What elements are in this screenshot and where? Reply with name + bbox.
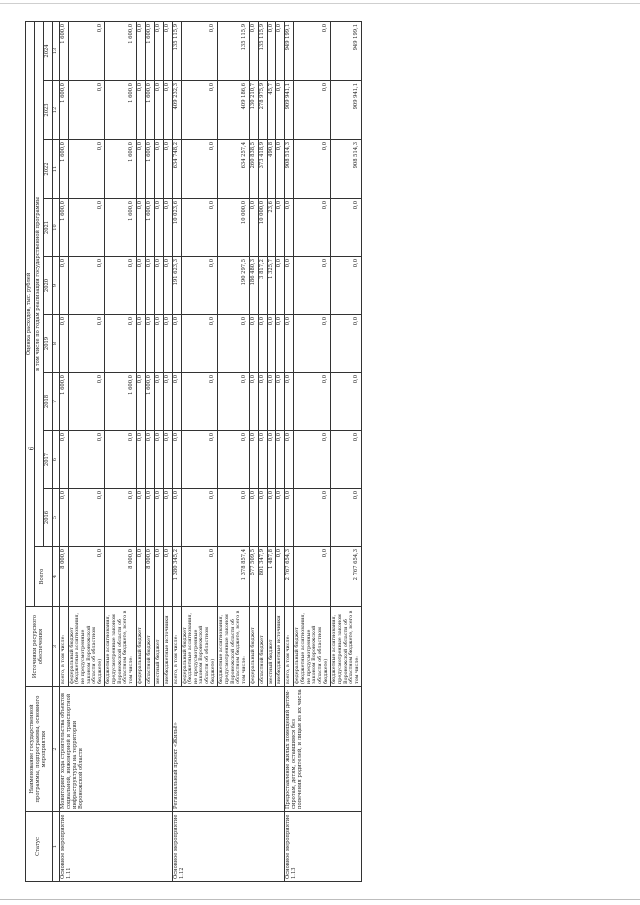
row-source: всего, в том числе: xyxy=(172,607,181,687)
cell-year-value: 0,0 xyxy=(218,431,249,489)
cell-total: 0,0 xyxy=(154,547,163,607)
cell-year-value: 0,0 xyxy=(68,373,105,431)
row-measure-name: Предоставление жилых помещений детям-сиротам, детям, оставшимся без попечения родителей, и лицам из их числа xyxy=(285,687,362,812)
cell-year-value: 0,0 xyxy=(285,199,294,257)
cell-year-value: 0,0 xyxy=(285,489,294,547)
cell-year-value: 0,0 xyxy=(163,489,172,547)
cell-year-value: 0,0 xyxy=(181,140,218,199)
cell-year-value: 0,0 xyxy=(249,21,258,80)
cell-year-value: 1 600,0 xyxy=(59,373,68,431)
row-source: федеральный бюджет xyxy=(249,607,258,687)
cell-year-value: 0,0 xyxy=(258,373,267,431)
cell-year-value: 409 232,3 xyxy=(172,81,181,140)
cell-year-value: 0,0 xyxy=(154,257,163,315)
cell-total: 8 000,0 xyxy=(145,547,154,607)
cell-year-value: 0,0 xyxy=(154,489,163,547)
cell-year-value: 0,0 xyxy=(249,489,258,547)
cell-year-value: 0,0 xyxy=(267,431,276,489)
cell-year-value: 0,0 xyxy=(136,257,145,315)
cell-year-value: 135 115,9 xyxy=(258,21,267,80)
cell-year-value: 0,0 xyxy=(105,489,136,547)
cell-year-value: 1 600,0 xyxy=(105,21,136,80)
cell-year-value: 0,0 xyxy=(181,257,218,315)
cell-year-value: 0,0 xyxy=(154,81,163,140)
cell-year-value: 1 600,0 xyxy=(145,373,154,431)
cell-total: 2 767 654,3 xyxy=(331,547,362,607)
cell-year-value: 0,0 xyxy=(331,373,362,431)
cell-year-value: 908 514,3 xyxy=(285,140,294,199)
cell-year-value: 0,0 xyxy=(218,315,249,373)
cell-year-value: 191 623,3 xyxy=(172,257,181,315)
cell-year-value: 0,0 xyxy=(163,199,172,257)
column-number: 5 xyxy=(52,489,59,547)
row-measure-name: Мониторинг хода строительства объектов социальной, инженерной и транспортной инфраструктуры на территории Воронежской области xyxy=(59,687,172,812)
column-number: 12 xyxy=(52,81,59,140)
cell-total: 0,0 xyxy=(276,547,285,607)
cell-year-value: 0,0 xyxy=(276,257,285,315)
header-year: 2017 xyxy=(43,431,52,489)
column-number: 1 xyxy=(52,812,59,882)
cell-year-value: 0,0 xyxy=(294,373,331,431)
table-row xyxy=(172,21,181,881)
cell-year-value: 0,0 xyxy=(276,373,285,431)
cell-year-value: 949 199,1 xyxy=(285,21,294,80)
column-number: 6 xyxy=(52,431,59,489)
cell-year-value: 0,0 xyxy=(331,489,362,547)
row-source: областной бюджет xyxy=(258,607,267,687)
cell-year-value: 0,0 xyxy=(59,315,68,373)
cell-year-value: 1 600,0 xyxy=(59,140,68,199)
cell-year-value: 0,0 xyxy=(294,489,331,547)
row-source: бюджетные ассигнования, предусмотренные законом Воронежской области об областном бюджете, всего в том числе: xyxy=(105,607,136,687)
cell-year-value: 908 514,3 xyxy=(331,140,362,199)
cell-year-value: 0,0 xyxy=(163,140,172,199)
cell-total: 2 767 654,3 xyxy=(285,547,294,607)
cell-year-value: 0,0 xyxy=(294,257,331,315)
cell-year-value: 1 600,0 xyxy=(59,81,68,140)
cell-year-value: 0,0 xyxy=(154,199,163,257)
column-number: 11 xyxy=(52,140,59,199)
cell-year-value: 0,0 xyxy=(105,257,136,315)
cell-year-value: 0,0 xyxy=(136,81,145,140)
cell-total: 1 487,8 xyxy=(267,547,276,607)
financing-table xyxy=(25,21,362,882)
cell-year-value: 0,0 xyxy=(294,140,331,199)
row-source: внебюджетные источники xyxy=(276,607,285,687)
cell-year-value: 0,0 xyxy=(276,140,285,199)
cell-year-value: 949 199,1 xyxy=(331,21,362,80)
rotated-table-sheet xyxy=(25,22,615,882)
row-source: областной бюджет xyxy=(145,607,154,687)
cell-total: 0,0 xyxy=(136,547,145,607)
row-source: всего, в том числе: xyxy=(285,607,294,687)
cell-year-value: 0,0 xyxy=(68,315,105,373)
cell-year-value: 0,0 xyxy=(163,81,172,140)
cell-year-value: 0,0 xyxy=(276,21,285,80)
cell-year-value: 0,0 xyxy=(136,431,145,489)
column-number: 13 xyxy=(52,21,59,80)
cell-year-value: 0,0 xyxy=(163,431,172,489)
cell-year-value: 909 941,1 xyxy=(285,81,294,140)
header-total: Всего xyxy=(34,547,52,607)
header-by-years: в том числе по годам реализации государственной программы xyxy=(34,21,43,546)
row-source: бюджетные ассигнования, предусмотренные законом Воронежской области об областном бюджете, всего в том числе: xyxy=(218,607,249,687)
cell-year-value: 0,0 xyxy=(181,431,218,489)
cell-year-value: 0,0 xyxy=(276,315,285,373)
row-source: внебюджетные источники xyxy=(163,607,172,687)
scan-edge-top xyxy=(0,3,640,4)
table-row xyxy=(59,21,68,881)
row-status: Основное мероприятие 1.12 xyxy=(172,812,285,882)
header-year: 2021 xyxy=(43,199,52,257)
cell-total: 0,0 xyxy=(294,547,331,607)
cell-total: 0,0 xyxy=(181,547,218,607)
cell-year-value: 373 418,9 xyxy=(258,140,267,199)
column-number: 7 xyxy=(52,373,59,431)
cell-year-value: 0,0 xyxy=(136,21,145,80)
cell-year-value: 1 600,0 xyxy=(145,140,154,199)
cell-year-value: 0,0 xyxy=(163,21,172,80)
cell-year-value: 0,0 xyxy=(294,199,331,257)
row-source: всего, в том числе: xyxy=(59,607,68,687)
cell-year-value: 0,0 xyxy=(68,431,105,489)
cell-year-value: 0,0 xyxy=(154,21,163,80)
cell-year-value: 0,0 xyxy=(181,315,218,373)
cell-year-value: 0,0 xyxy=(68,489,105,547)
cell-year-value: 0,0 xyxy=(172,315,181,373)
scan-edge-bottom xyxy=(0,899,640,900)
cell-year-value: 0,0 xyxy=(285,431,294,489)
header-estimate: Оценка расходов, тыс. рублей xyxy=(26,21,35,606)
column-number: 4 xyxy=(52,547,59,607)
cell-year-value: 0,0 xyxy=(136,199,145,257)
column-number: 2 xyxy=(52,687,59,812)
cell-year-value: 278 975,9 xyxy=(258,81,267,140)
cell-year-value: 0,0 xyxy=(136,140,145,199)
cell-year-value: 0,0 xyxy=(285,315,294,373)
column-number: 8 xyxy=(52,315,59,373)
row-source: бюджетные ассигнования, предусмотренные законом Воронежской области об областном бюджете, всего в том числе: xyxy=(331,607,362,687)
cell-year-value: 0,0 xyxy=(172,489,181,547)
table-header xyxy=(26,21,60,881)
header-sources: Источники ресурсного обеспечения xyxy=(26,607,53,687)
cell-year-value: 0,0 xyxy=(172,431,181,489)
row-status: Основное мероприятие 1.13 xyxy=(285,812,362,882)
cell-year-value: 0,0 xyxy=(258,431,267,489)
cell-year-value: 0,0 xyxy=(331,199,362,257)
cell-year-value: 10 000,0 xyxy=(258,199,267,257)
cell-total: 801 347,9 xyxy=(258,547,267,607)
cell-year-value: 0,0 xyxy=(181,199,218,257)
cell-year-value: 0,0 xyxy=(276,489,285,547)
cell-year-value: 0,0 xyxy=(331,315,362,373)
cell-year-value: 0,0 xyxy=(249,315,258,373)
cell-year-value: 186 480,3 xyxy=(249,257,258,315)
cell-year-value: 135 115,9 xyxy=(172,21,181,80)
cell-year-value: 0,0 xyxy=(68,257,105,315)
header-year: 2019 xyxy=(43,315,52,373)
header-year: 2016 xyxy=(43,489,52,547)
cell-year-value: 0,0 xyxy=(294,81,331,140)
row-source: федеральный бюджет (бюджетные ассигнования, не предусмотренные законом Воронежской области об областном бюджете) xyxy=(294,607,331,687)
cell-year-value: 0,0 xyxy=(249,373,258,431)
cell-year-value: 0,0 xyxy=(181,373,218,431)
header-name: Наименование государственной программы, подпрограммы, основного мероприятия xyxy=(26,687,53,812)
cell-year-value: 634 257,4 xyxy=(218,140,249,199)
cell-year-value: 0,0 xyxy=(181,489,218,547)
cell-year-value: 0,0 xyxy=(163,257,172,315)
cell-year-value: 0,0 xyxy=(294,315,331,373)
header-year: 2022 xyxy=(43,140,52,199)
cell-year-value: 3 817,2 xyxy=(258,257,267,315)
cell-year-value: 190 297,5 xyxy=(218,257,249,315)
cell-year-value: 1 600,0 xyxy=(145,81,154,140)
cell-year-value: 0,0 xyxy=(136,373,145,431)
cell-year-value: 0,0 xyxy=(154,431,163,489)
cell-year-value: 0,0 xyxy=(105,431,136,489)
cell-year-value: 0,0 xyxy=(331,257,362,315)
row-source: местный бюджет xyxy=(154,607,163,687)
header-year: 2020 xyxy=(43,257,52,315)
cell-year-value: 1 325,7 xyxy=(267,257,276,315)
cell-total: 8 000,0 xyxy=(105,547,136,607)
cell-year-value: 260 838,5 xyxy=(249,140,258,199)
cell-year-value: 0,0 xyxy=(267,373,276,431)
row-source: федеральный бюджет (бюджетные ассигнования, не предусмотренные законом Воронежской области об областном бюджете) xyxy=(68,607,105,687)
cell-year-value: 0,0 xyxy=(59,431,68,489)
row-source: федеральный бюджет xyxy=(136,607,145,687)
row-status: Основное мероприятие 1.11 xyxy=(59,812,172,882)
cell-year-value: 0,0 xyxy=(181,21,218,80)
header-year: 2023 xyxy=(43,81,52,140)
cell-year-value: 0,0 xyxy=(276,81,285,140)
cell-year-value: 0,0 xyxy=(267,489,276,547)
cell-year-value: 0,0 xyxy=(285,373,294,431)
cell-year-value: 0,0 xyxy=(145,431,154,489)
cell-year-value: 0,0 xyxy=(285,257,294,315)
cell-year-value: 1 600,0 xyxy=(105,199,136,257)
cell-total: 0,0 xyxy=(68,547,105,607)
cell-year-value: 135 115,9 xyxy=(218,21,249,80)
header-year: 2018 xyxy=(43,373,52,431)
cell-year-value: 0,0 xyxy=(136,489,145,547)
cell-total: 8 000,0 xyxy=(59,547,68,607)
cell-year-value: 0,0 xyxy=(59,257,68,315)
cell-year-value: 1 600,0 xyxy=(59,199,68,257)
column-number: 10 xyxy=(52,199,59,257)
header-status: Статус xyxy=(26,812,53,882)
cell-year-value: 0,0 xyxy=(258,315,267,373)
page-number: 6 xyxy=(28,446,36,451)
cell-year-value: 0,0 xyxy=(154,315,163,373)
cell-year-value: 0,0 xyxy=(163,315,172,373)
row-source: местный бюджет xyxy=(267,607,276,687)
cell-year-value: 0,0 xyxy=(136,315,145,373)
table-row xyxy=(285,21,294,881)
cell-year-value: 0,0 xyxy=(267,315,276,373)
cell-total: 1 380 345,2 xyxy=(172,547,181,607)
cell-year-value: 1 600,0 xyxy=(145,21,154,80)
cell-year-value: 0,0 xyxy=(68,199,105,257)
column-number: 9 xyxy=(52,257,59,315)
cell-year-value: 490,8 xyxy=(267,140,276,199)
cell-year-value: 0,0 xyxy=(258,489,267,547)
cell-year-value: 1 600,0 xyxy=(145,199,154,257)
cell-year-value: 0,0 xyxy=(218,373,249,431)
cell-year-value: 45,7 xyxy=(267,81,276,140)
cell-total: 577 509,5 xyxy=(249,547,258,607)
cell-year-value: 0,0 xyxy=(154,373,163,431)
cell-year-value: 0,0 xyxy=(331,431,362,489)
cell-year-value: 1 600,0 xyxy=(105,81,136,140)
cell-year-value: 10 000,0 xyxy=(218,199,249,257)
cell-year-value: 0,0 xyxy=(68,21,105,80)
column-number: 3 xyxy=(52,607,59,687)
cell-year-value: 0,0 xyxy=(267,21,276,80)
cell-year-value: 0,0 xyxy=(68,140,105,199)
cell-year-value: 10 023,6 xyxy=(172,199,181,257)
cell-year-value: 0,0 xyxy=(276,431,285,489)
cell-year-value: 23,6 xyxy=(267,199,276,257)
cell-total: 1 378 857,4 xyxy=(218,547,249,607)
row-measure-name: Региональный проект «Жильё» xyxy=(172,687,285,812)
cell-year-value: 0,0 xyxy=(163,373,172,431)
cell-year-value: 0,0 xyxy=(154,140,163,199)
cell-year-value: 1 600,0 xyxy=(105,140,136,199)
cell-year-value: 1 600,0 xyxy=(105,373,136,431)
cell-total: 0,0 xyxy=(163,547,172,607)
cell-year-value: 0,0 xyxy=(145,489,154,547)
cell-year-value: 0,0 xyxy=(59,489,68,547)
cell-year-value: 0,0 xyxy=(294,21,331,80)
table-body xyxy=(59,21,362,881)
header-year: 2024 xyxy=(43,21,52,80)
row-source: федеральный бюджет (бюджетные ассигнования, не предусмотренные законом Воронежской области об областном бюджете) xyxy=(181,607,218,687)
cell-year-value: 1 600,0 xyxy=(59,21,68,80)
cell-year-value: 909 941,1 xyxy=(331,81,362,140)
cell-year-value: 0,0 xyxy=(249,431,258,489)
cell-year-value: 0,0 xyxy=(294,431,331,489)
cell-year-value: 130 210,7 xyxy=(249,81,258,140)
cell-year-value: 0,0 xyxy=(276,199,285,257)
cell-year-value: 634 748,2 xyxy=(172,140,181,199)
cell-year-value: 0,0 xyxy=(105,315,136,373)
cell-year-value: 0,0 xyxy=(181,81,218,140)
cell-year-value: 0,0 xyxy=(68,81,105,140)
cell-year-value: 0,0 xyxy=(145,315,154,373)
cell-year-value: 409 186,6 xyxy=(218,81,249,140)
cell-year-value: 0,0 xyxy=(218,489,249,547)
cell-year-value: 0,0 xyxy=(145,257,154,315)
cell-year-value: 0,0 xyxy=(249,199,258,257)
cell-year-value: 0,0 xyxy=(172,373,181,431)
